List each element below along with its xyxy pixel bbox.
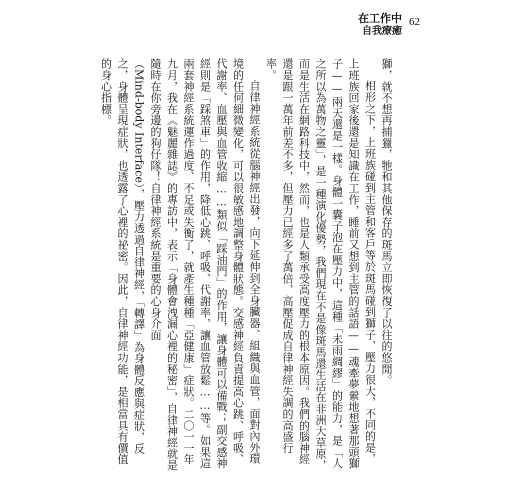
running-header	[358, 12, 402, 38]
paragraph-text: ，壓力透過自律神經，「轉譯」為身體反應與症狀，反之，身體呈現症狀，也透露了心裡的祕密。因此，自律神經功能，是相當具有價值的身心指標。	[99, 58, 146, 465]
paragraph	[378, 58, 395, 472]
header-chapter-title: 在工作中	[358, 12, 402, 25]
paragraph	[262, 58, 378, 472]
paragraph-text: 相形之下，上班族碰到主管和客戶等於斑馬碰到獅子，壓力很大，不同的是，上班族回家後還是知識在工作，睡前又想到主管的話語——魂牽夢縈地想著那頭獅子——兩天還是一樣。身體一囊子泡在壓力中，這種「未雨綢繆」的能力，是「人之所以為萬物之靈」，是一種演化優勢，我們現在不是像斑馬還生活在非洲大草原，而是生活在網路科技中，然而，也是人類承受高度壓力的根本原因。我們的腦神經還是跟一萬年前差不多，但壓力已經多了萬倍，高壓促成自律神經失調的高盛行率。	[264, 58, 377, 471]
header-subtitle: 自我療癒	[362, 25, 402, 37]
body-text	[99, 58, 394, 472]
paragraph	[147, 58, 263, 472]
page-number: 62	[409, 16, 420, 28]
paragraph	[97, 58, 147, 472]
paragraph-text: 獅，就不想再捕獵，牠和其他保存的斑馬立即恢復了以往的悠閒。	[380, 58, 393, 386]
paragraph-text: 自律神經系統從腦神經出發，向下延伸到全身臟器、組織與血管，面對內外環境的任何細微變化，可以很敏感地調整身體狀態。交感神經負責提高心跳、呼吸、代謝率、血壓與血管收縮……類似「踩油門」的作用，讓身體可以備戰；副交感神經則是「踩煞車」的作用，降低心跳、呼吸、代謝率，讓血管放鬆……等。如果這兩套神經系統運作過度、不足或失衡了，就產生種種「亞健康」症狀。二〇一一年九月，我在《魅麗雜誌》的專訪中，表示「身體會洩漏心裡的秘密」，自律神經就是隨時在你旁邊的狗仔隊！自律神經系統是重要的心身介面	[149, 58, 261, 471]
english-term: （Mind-body Interface）	[132, 58, 146, 189]
